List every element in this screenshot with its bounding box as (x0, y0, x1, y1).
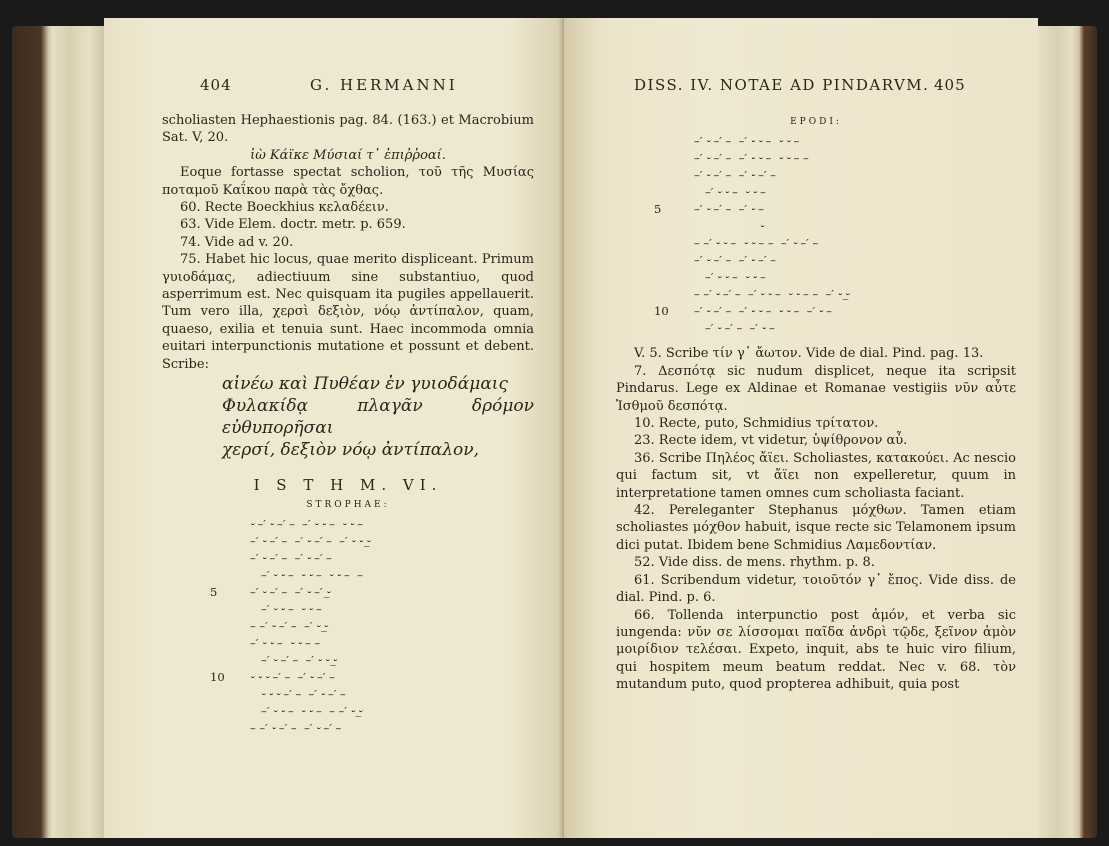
meter-scheme-text: –′ ⏑ ⏑ – ⏑ ⏑ – (250, 601, 322, 616)
section-heading: I S T H M. VI. (253, 476, 443, 495)
right-page-body (616, 114, 1016, 694)
note: 75. Habet hic locus, quae merito displiceant. Primum γυιοδάμας, adiectiuum sine substantiuo, quod asperrimum est. Nec quisquam ita pugiles appellauerit. Tum vero illa, χερσὶ δεξιὸν, νόῳ ἀντίπαλον, quam, quaeso, exilia et tenuia sunt. Haec incommoda omnia euitari interpunctionis mutatione et possunt et debent. Scribe: (162, 252, 534, 372)
meter-scheme-text: ⏑ (694, 219, 764, 234)
meter-line (694, 269, 1016, 286)
paragraph: Eoque fortasse spectat scholion, τοῦ τῆς Μυσίας ποταμοῦ Καΐκου παρὰ τὰς ὄχθας. (162, 165, 534, 198)
meter-line (694, 252, 1016, 269)
meter-scheme-text: –′ ⏑ –′ – –′ ⏑ ⏑ ⏑̲ (250, 652, 337, 667)
meter-line (694, 235, 1016, 252)
page-number: 405 (934, 76, 966, 94)
meter-scheme-text: –′ ⏑ ⏑ – ⏑ ⏑ – – (250, 635, 321, 650)
meter-scheme-text: –′ ⏑ –′ – –′ ⏑ ⏑ – ⏑ ⏑ – (694, 134, 800, 149)
meter-scheme-text: –′ ⏑ ⏑ – ⏑ ⏑ – (694, 185, 766, 200)
meter-scheme-text: – –′ ⏑ –′ – –′ ⏑ ⏑̲ (250, 618, 328, 633)
meter-scheme-text: –′ ⏑ –′ – –′ ⏑ – (694, 202, 764, 217)
meter-line (250, 533, 534, 550)
meter-line (250, 550, 534, 567)
meter-scheme-text: ⏑ –′ ⏑ –′ – –′ ⏑ ⏑ – ⏑ ⏑ – (250, 516, 363, 531)
meter-line (250, 516, 534, 533)
metrical-scheme (654, 133, 1016, 337)
meter-scheme-text: –′ ⏑ ⏑ – ⏑ ⏑ – – –′ ⏑ ⏑̲ (250, 703, 362, 718)
line-number: 5 (210, 584, 218, 599)
meter-line (250, 601, 534, 618)
open-book (12, 18, 1097, 838)
note: 66. Tollenda interpunctio post ἀμόν, et verba sic iungenda: νῦν σε λίσσομαι παῖδα ἀνδρὶ τῷδε, ξεῖνον ἀμὸν μοιρίδιον τελέσαι. Expeto, inquit, abs te huic viro filium, qui hospitem meum beatum reddat. Nec v. 68. τὸν mutandum puto, quod propterea adhibuit, quia post (616, 607, 1016, 693)
meter-scheme-text: –′ ⏑ ⏑ – ⏑ ⏑ – ⏑ ⏑ – – (250, 567, 363, 582)
meter-scheme-text: ⏑ ⏑ ⏑ –′ – –′ ⏑ –′ – (250, 686, 346, 701)
meter-scheme-text: –′ ⏑ –′ – –′ ⏑ ⏑ – ⏑ ⏑ – – (694, 151, 809, 166)
running-title: G. HERMANNI (310, 76, 458, 94)
note: 7. Δεσπότᾳ sic nudum displicet, neque ita scripsit Pindarus. Lege ex Aldinae et Romanae vestigiis νῦν αὖτε Ἰσθμοῦ δεσπότᾳ. (616, 363, 1016, 414)
meter-scheme-text: –′ ⏑ –′ – –′ ⏑ –′ – –′ ⏑ ⏑ ⏑̲ (250, 533, 370, 548)
meter-line (250, 703, 534, 720)
meter-scheme-text: ⏑ ⏑ ⏑ –′ – –′ ⏑ –′ – (250, 669, 335, 684)
running-title: DISS. IV. NOTAE AD PINDARVM. (634, 76, 930, 94)
meter-scheme-text: –′ ⏑ –′ – –′ ⏑ –′ – (694, 168, 776, 183)
meter-scheme-text: – –′ ⏑ ⏑ – ⏑ ⏑ – – –′ ⏑ –′ – (694, 236, 819, 251)
meter-scheme-text: –′ ⏑ –′ – –′ ⏑ – (694, 321, 775, 336)
metrical-scheme (210, 516, 534, 737)
meter-line (694, 286, 1016, 303)
page-number: 404 (200, 76, 232, 94)
line-number: 5 (654, 202, 662, 217)
meter-line (250, 567, 534, 584)
greek-quote: ἰὼ Κάϊκε Μύσιαί τ᾽ ἐπιῤῥοαί. (250, 147, 446, 163)
section-subheading: STROPHAE: (306, 499, 390, 510)
note: 23. Recte idem, vt videtur, ὑψίθρονον αὖ. (634, 433, 908, 449)
note: 36. Scribe Πηλέος ἄϊει. Scholiastes, κατακούει. Ac nescio qui factum sit, vt ἄϊει non expelleretur, quum in interpretatione tamen omnes cum scholiasta faciant. (616, 450, 1016, 501)
note: 74. Vide ad v. 20. (180, 234, 294, 250)
meter-line (694, 184, 1016, 201)
note: V. 5. Scribe τίν γ᾽ ἄωτον. Vide de dial. Pind. pag. 13. (634, 346, 984, 362)
meter-line (250, 652, 534, 669)
meter-line (250, 720, 534, 737)
right-page (564, 18, 1038, 838)
paragraph: scholiasten Hephaestionis pag. 84. (163.) et Macrobium Sat. V, 20. (162, 113, 534, 146)
meter-scheme-text: – –′ ⏑ –′ – –′ ⏑ –′ – (250, 720, 342, 735)
meter-line (654, 303, 1016, 320)
meter-scheme-text: –′ ⏑ –′ – –′ ⏑ ⏑ – ⏑ ⏑ – –′ ⏑ – (694, 304, 832, 319)
meter-line (694, 320, 1016, 337)
left-page (104, 18, 564, 838)
greek-verse-line: αἰνέω καὶ Πυθέαν ἐν γυιοδάμαις (222, 374, 508, 395)
meter-scheme-text: –′ ⏑ ⏑ – ⏑ ⏑ – (694, 270, 766, 285)
meter-line (694, 167, 1016, 184)
note: 63. Vide Elem. doctr. metr. p. 659. (180, 217, 406, 233)
section-subheading: EPODI: (790, 117, 842, 127)
meter-line (654, 201, 1016, 218)
left-page-edges (12, 26, 108, 838)
note: 10. Recte, puto, Schmidius τρίτατον. (634, 416, 879, 432)
meter-scheme-text: – –′ ⏑ –′ – –′ ⏑ ⏑ – ⏑ ⏑ – – –′ ⏑ ⏑̲ (694, 287, 849, 302)
meter-scheme-text: –′ ⏑ –′ – –′ ⏑ –′ – (694, 253, 776, 268)
meter-scheme-text: –′ ⏑ –′ – –′ ⏑ –′ – (250, 550, 332, 565)
greek-verse-line: χερσί, δεξιὸν νόῳ ἀντίπαλον, (222, 440, 479, 461)
note: 60. Recte Boeckhius κελαδέειν. (180, 200, 389, 216)
meter-line (210, 584, 534, 601)
meter-line (694, 133, 1016, 150)
note: 52. Vide diss. de mens. rhythm. p. 8. (634, 555, 875, 571)
line-number: 10 (654, 304, 669, 319)
meter-line (250, 618, 534, 635)
left-page-body (162, 112, 534, 737)
greek-verse-line: Φυλακίδᾳ πλαγᾶν δρόμον εὐθυπορῆσαι (222, 396, 534, 439)
meter-line (250, 635, 534, 652)
meter-line (694, 150, 1016, 167)
meter-line (210, 669, 534, 686)
line-number: 10 (210, 669, 225, 684)
meter-scheme-text: –′ ⏑ –′ – –′ ⏑ –′ ⏑̲ (250, 584, 330, 599)
note: 61. Scribendum videtur, τοιοῦτόν γ᾽ ἔπος. Vide diss. de dial. Pind. p. 6. (616, 572, 1016, 606)
note: 42. Pereleganter Stephanus μόχθων. Tamen etiam scholiastes μόχθον habuit, isque recte sic Telamonem ipsum dici putat. Ibidem bene Schmidius Λαμεδοντίαν. (616, 503, 1016, 553)
meter-line (250, 686, 534, 703)
meter-line (694, 218, 1016, 235)
